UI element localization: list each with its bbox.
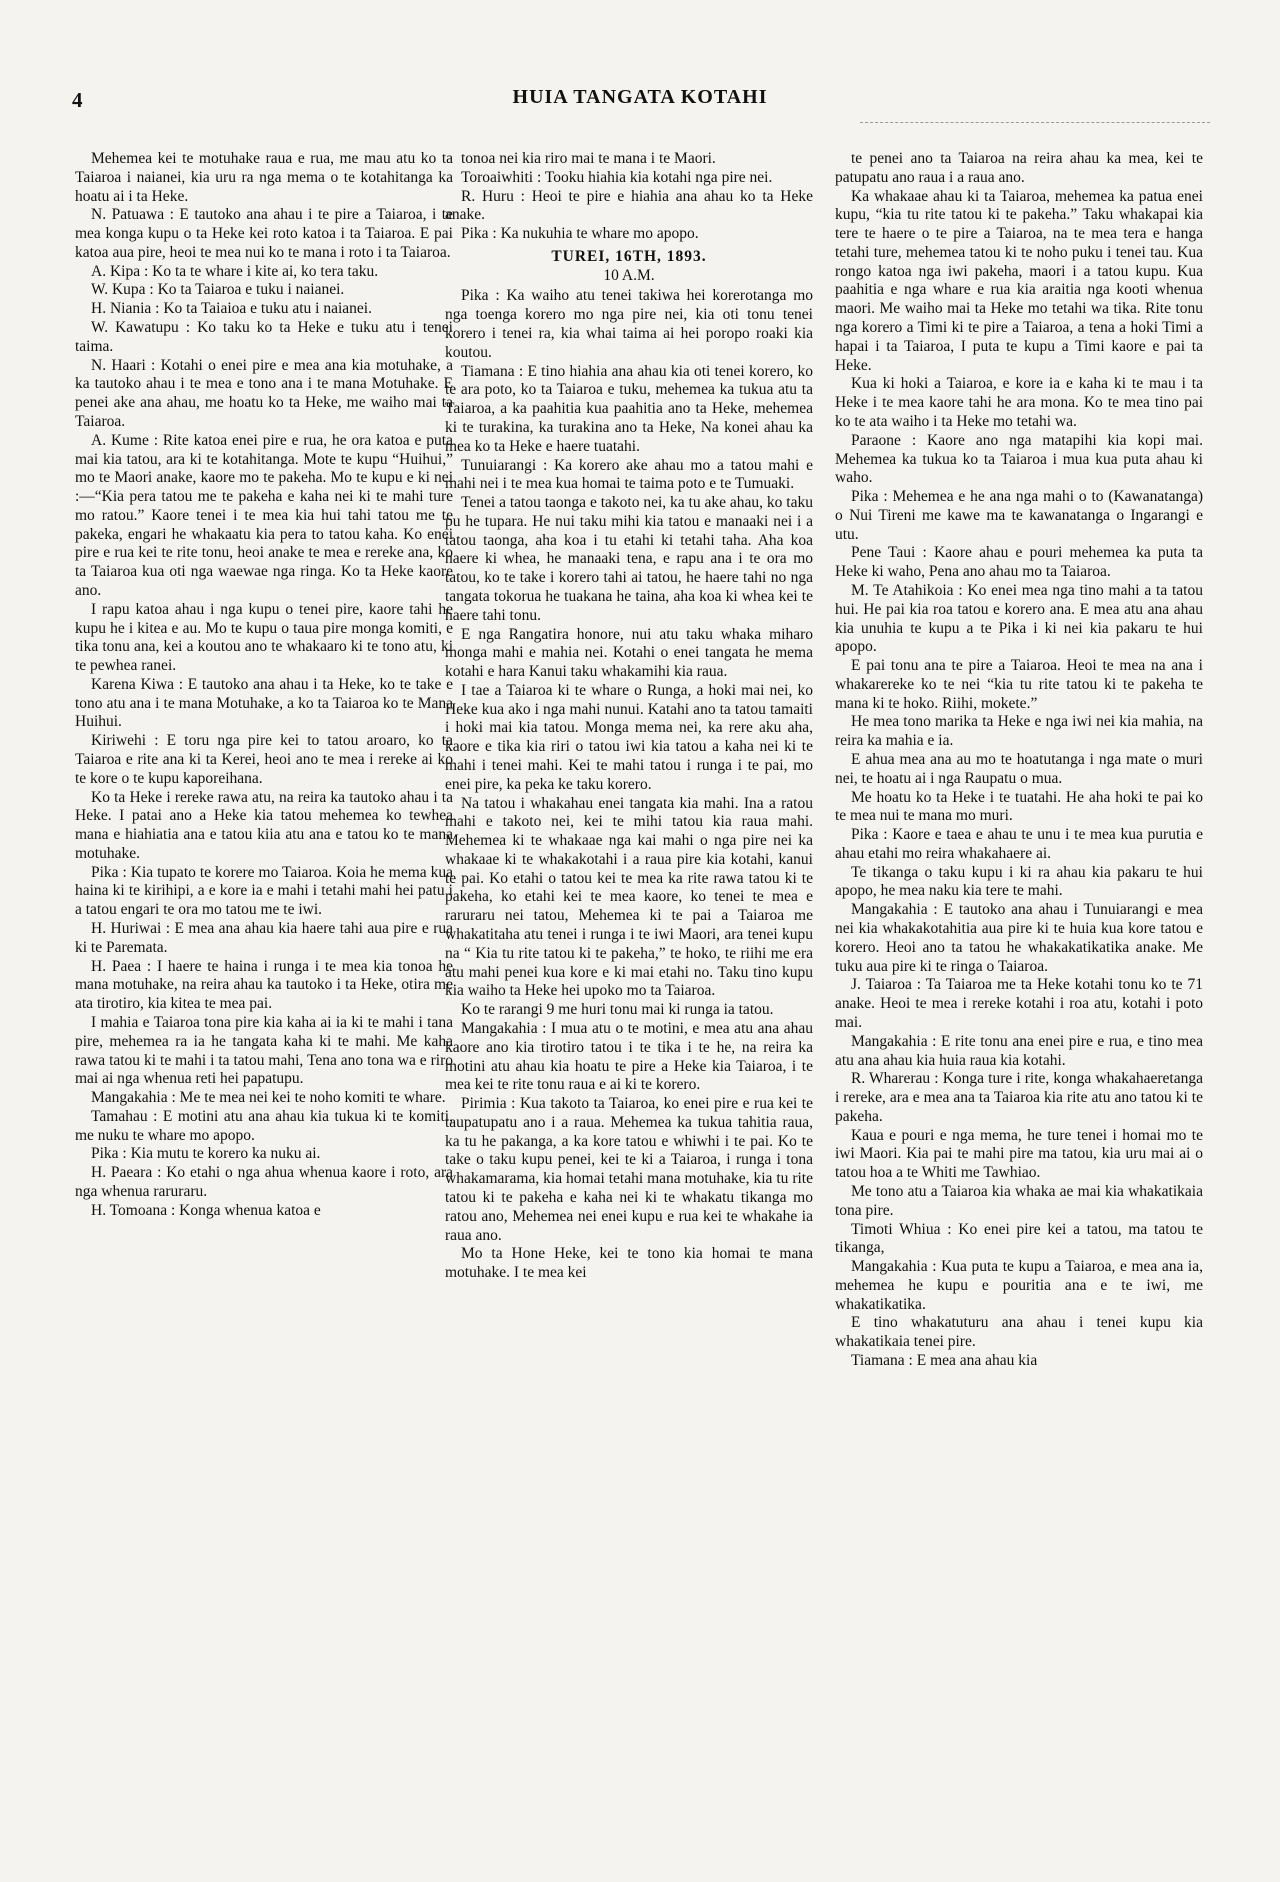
paragraph: H. Huriwai : E mea ana ahau kia haere tahi aua pire e rua ki te Paremata. bbox=[75, 920, 453, 956]
paragraph: Pene Taui : Kaore ahau e pouri mehemea ka puta ta Heke ki waho, Pena ano ahau mo ta Taiaroa. bbox=[835, 544, 1203, 581]
paragraph: R. Huru : Heoi te pire e hiahia ana ahau ko ta Heke anake. bbox=[445, 187, 813, 224]
paragraph: te penei ano ta Taiaroa na reira ahau ka mea, kei te patupatu ano raua i a raua ano. bbox=[835, 150, 1203, 186]
paragraph: Tiamana : E mea ana ahau kia bbox=[851, 1352, 1038, 1369]
column-1 bbox=[75, 150, 453, 1221]
paragraph: Me tono atu a Taiaroa kia whaka ae mai kia whakatikaia tona pire. bbox=[835, 1182, 1203, 1219]
paragraph: E nga Rangatira honore, nui atu taku whaka miharo monga mahi e mahia nei. Kotahi o enei tangata he mema kotahi e hara Kanui taku whakamihi kia raua. bbox=[445, 625, 813, 681]
paragraph: I rapu katoa ahau i nga kupu o tenei pire, kaore tahi he kupu he i kitea e au. Mo te kupu o taua pire monga komiti, e tika tonu ana, kei a koutou ano te whakaaro ki te tono atu, ki te pewhea ranei. bbox=[75, 600, 453, 675]
paragraph: Na tatou i whakahau enei tangata kia mahi. Ina a ratou mahi e takoto nei, kei te mihi tatou kia raua mahi. Mehemea ki te whakaae nga kai mahi o nga pire nei ka whakaae ki te whakakotahi i a raua pire kia kotahi, kanui te pai. Ko etahi o tatou kei te mea ka rite rawa tatou ki te pakeha, ko etahi kei te mea kaore, ko tenei te mea e raruraru nei tatou, Mehemea ki te pai a Taiaroa me whakatitaha atu tenei i runga i te iwi Maori, ara tenei kupu na “ Kia tu rite tatou ki te pakeha,” te hoko, te riihi me era atu mahi penei kua kore e ki mai etahi no. Taku tino kupu kia waiho ta Heke hei upoko mo ta Taiaroa. bbox=[445, 794, 813, 1000]
paragraph: Ko ta Heke i rereke rawa atu, na reira ka tautoko ahau i ta Heke. I patai ano a Heke kia tatou mehemea ko tewhea mana e hiahiatia ana e tatou kiia atu ana e tatou ko te mana motuhake. bbox=[75, 788, 453, 862]
paragraph: Pika : Ka nukuhia te whare mo apopo. bbox=[461, 225, 699, 243]
paragraph: Tunuiarangi : Ka korero ake ahau mo a tatou mahi e mahi nei i te mea kua homai te taima poto e te Tumuaki. bbox=[445, 456, 813, 493]
paragraph: Mo ta Hone Heke, kei te tono kia homai te mana motuhake. I te mea kei bbox=[445, 1245, 813, 1282]
paragraph: Mangakahia : Me te mea nei kei te noho komiti te whare. bbox=[91, 1089, 446, 1107]
paragraph: A. Kipa : Ko ta te whare i kite ai, ko tera taku. bbox=[91, 262, 379, 280]
paragraph: Pika : Ka waiho atu tenei takiwa hei korerotanga mo nga toenga korero mo nga pire nei, kia oti tonu tenei korero i tenei ra, kia whai taima ai hei poropo roaki kia koutou. bbox=[445, 287, 813, 361]
paragraph: Kiriwehi : E toru nga pire kei to tatou aroaro, ko ta Taiaroa e rite ana ki ta Kerei, heoi ano te mea i rereke ai ko te kore o te kupu kaporeihana. bbox=[75, 732, 453, 787]
date-heading: TUREI, 16TH, 1893. bbox=[551, 247, 707, 265]
paragraph: I tae a Taiaroa ki te whare o Runga, a hoki mai nei, ko Heke kua ako i nga mahi nunui. Katahi ano ta tatou tamaiti i hoki mai kia tatou. Monga mema nei, ka rere aku aha, kaore e tika kia riri o tatou iwi kia tatou a kaha nei ki te mahi i tenei mahi. Kei te mahi tatou i runga i te pai, mo enei pire, ka peka ke taku korero. bbox=[445, 681, 813, 793]
column-2 bbox=[445, 150, 813, 1283]
paragraph: Pika : Mehemea e he ana nga mahi o to (Kawanatanga) o Nui Tireni me kawe ma te kawanatanga o Ingarangi e utu. bbox=[835, 488, 1203, 543]
paragraph: Mangakahia : I mua atu o te motini, e mea atu ana ahau kaore ano kia tirotiro tatou i te tika i te he, na reira ka motini atu ahau kia hoatu te pire a Heke kia Taiaroa, i te mea kei te rite tonu raua e ai ki te korero. bbox=[445, 1019, 813, 1094]
paragraph: Kua ki hoki a Taiaroa, e kore ia e kaha ki te mau i ta Heke i te mea kaore tahi he ara mona. Ko te mea tino pai ko te ata waiho i ta Heke mo tetahi wa. bbox=[835, 375, 1203, 430]
paragraph: M. Te Atahikoia : Ko enei mea nga tino mahi a ta tatou hui. He pai kia roa tatou e korero ana. E mea atu ana ahau kia unuhia te kupu a te Pika i ki nei kia pakaru te hui apopo. bbox=[835, 581, 1203, 656]
paragraph: H. Tomoana : Konga whenua katoa e bbox=[91, 1201, 321, 1219]
paragraph: Tenei a tatou taonga e takoto nei, ka tu ake ahau, ko taku pu he tupara. He nui taku mihi kia tatou e manaaki nei i a tatou taonga, aha koa i tu etahi ki tetahi taha. Aha koa haere ki whea, he manaaki tena, e rapu ana i te ora mo tatou, ko te take i korero tahi ai tatou, he haere tahi no nga tangata tokorua he tuakana he taina, aha koa ki whea kei te haere tahi tonu. bbox=[445, 494, 813, 624]
paragraph: W. Kawatupu : Ko taku ko ta Heke e tuku atu i tenei taima. bbox=[75, 319, 453, 355]
paragraph: I mahia e Taiaroa tona pire kia kaha ai ia ki te mahi i tana pire, mehemea ra ia he tangata kaha ki te mahi. Me kaha rawa tatou ki te mahi i ta tatou mahi, Tena ano tona wa e riro mai ai nga whenua reti hei papatupu. bbox=[75, 1013, 453, 1088]
paragraph: Mangakahia : Kua puta te kupu a Taiaroa, e mea ana ia, mehemea he kupu e pouritia ana e te iwi, me whakatikatika. bbox=[835, 1258, 1203, 1313]
paragraph: H. Niania : Ko ta Taiaioa e tuku atu i naianei. bbox=[91, 300, 372, 318]
page-number: 4 bbox=[72, 88, 83, 112]
paragraph: Mangakahia : E tautoko ana ahau i Tunuiarangi e mea nei kia whakakotahitia aua pire ki te huia kua kore tatou e korero. Heoi ano ta tatou he whakakatikatika anake. Me tuku aua pire ki te ringa o Taiaroa. bbox=[835, 901, 1203, 975]
paragraph: W. Kupa : Ko ta Taiaroa e tuku i naianei. bbox=[91, 281, 345, 299]
paragraph: Tamahau : E motini atu ana ahau kia tukua ki te komiti, me nuku te whare mo apopo. bbox=[75, 1107, 453, 1144]
paragraph: Pika : Kaore e taea e ahau te unu i te mea kua purutia e ahau etahi mo reira whakahaere ai. bbox=[835, 826, 1203, 862]
paragraph: Pirimia : Kua takoto ta Taiaroa, ko enei pire e rua kei te taupatupatu ano i a raua. Mehemea ka tukua tahitia raua, ka tu he pakanga, a ka kore tatou e whiwhi i te pai. Ko te take o taku kupu penei, kei te ki a Taiaroa, i runga i tona whakamarama, kia homai tetahi mana motuhake, kia tu rite tatou ki te pakeha e kaha nei ki te whakatu tikanga mo ratou ano, Mehemea nei enei kupu e rua kei te whakahe ia raua ano. bbox=[445, 1095, 813, 1244]
paragraph: A. Kume : Rite katoa enei pire e rua, he ora katoa e puta mai kia tatou, ara ki te kotahitanga. Mote te kupu “Huihui,” mo te Maori anake, kaore mo te pakeha. Mo te kupu e ki nei :—“Kia pera tatou me te pakeha e kaha nei ki te mahi ture mo ratou.” Kaore tenei i te mea kia hui tahi tatou me te pakeka, engari he whakaatu kia pera to tatou kaha. Ko enei pire e rua kei te rite tonu, heoi anake te mea e rereke ana, ko ta Taiaroa kua oti nga waewae nga ringa. Ko ta Heke kaore ano. bbox=[75, 431, 453, 599]
paragraph: Toroaiwhiti : Tooku hiahia kia kotahi nga pire nei. bbox=[461, 168, 773, 186]
paragraph: Pika : Kia tupato te korere mo Taiaroa. Koia he mema kua haina ki te kirihipi, a e kore ia e mahi i tetahi mahi hei patu i a tatou engari te ora mo tatou me te iwi. bbox=[75, 863, 453, 919]
paragraph: H. Paea : I haere te haina i runga i te mea kia tonoa he mana motuhake, na reira ahau ka tautoko i ta Heke, otira me ata tirotiro, kia kitea te mea pai. bbox=[75, 957, 453, 1013]
paragraph: Pika : Kia mutu te korero ka nuku ai. bbox=[91, 1145, 321, 1163]
paragraph: Te tikanga o taku kupu i ki ra ahau kia pakaru te hui apopo, he mea naku kia tere te mahi. bbox=[835, 863, 1203, 900]
paragraph: Karena Kiwa : E tautoko ana ahau i ta Heke, ko te take e tono atu ana i te mana Motuhake, a ko ta Taiaroa ko te Mana Huihui. bbox=[75, 675, 453, 731]
paragraph: N. Haari : Kotahi o enei pire e mea ana kia motuhake, a ka tautoko ahau i te mea e tono ana i te mana Motuhake. E penei ake ana ahau, me hoatu ko ta Heke, me waiho mai ta Taiaroa. bbox=[75, 356, 453, 430]
paragraph: Mangakahia : E rite tonu ana enei pire e rua, e tino mea atu ana ahau kia huia raua kia kotahi. bbox=[835, 1032, 1203, 1069]
paragraph: N. Patuawa : E tautoko ana ahau i te pire a Taiaroa, i te mea konga kupu o ta Heke kei roto katoa i ta Taiaroa. E pai katoa aua pire, heoi te mea nui ko te mana i roto i ta Taiaroa. bbox=[75, 206, 453, 261]
column-3 bbox=[835, 150, 1203, 1371]
paragraph: Me hoatu ko ta Heke i te tuatahi. He aha hoki te pai ko te mea nui te mana mo muri. bbox=[835, 788, 1203, 825]
paragraph: Paraone : Kaore ano nga matapihi kia kopi mai. Mehemea ka tukua ko ta Taiaroa i mua kua puta ahau ki waho. bbox=[835, 431, 1203, 487]
paragraph: Tiamana : E tino hiahia ana ahau kia oti tenei korero, ko te ara poto, ko ta Taiaroa e tuku, mehemea ka tukua atu ta Taiaroa, a ka paahitia kua paahitia ano ta Heke, mehemea ki te turakina, ka turakina ano ta Heke, Na konei ahau ka mea ko ta Heke e haere tuatahi. bbox=[445, 362, 813, 455]
paragraph: J. Taiaroa : Ta Taiaroa me ta Heke kotahi tonu ko te 71 anake. Heoi te mea i rereke kotahi i roa atu, kotahi i poto mai. bbox=[835, 976, 1203, 1031]
paragraph: E ahua mea ana au mo te hoatutanga i nga mate o muri nei, te hoatu ai i nga Raupatu o mua. bbox=[835, 751, 1203, 787]
paragraph: Kaua e pouri e nga mema, he ture tenei i homai mo te iwi Maori. Kia pai te mahi pire ma tatou, kia uru mai ai o tatou hoa a te Whiti me Tawhiao. bbox=[835, 1126, 1203, 1182]
paragraph: Mehemea kei te motuhake raua e rua, me mau atu ko ta Taiaroa i naianei, kia uru ra nga mema o te kotahitanga ka hoatu ai i ta Heke. bbox=[75, 150, 453, 205]
time-heading: 10 A.M. bbox=[603, 266, 655, 284]
paragraph: Ka whakaae ahau ki ta Taiaroa, mehemea ka patua enei kupu, “kia tu rite tatou ki te pakeha.” Taku whakapai kia tere te haere o te pire a Taiaroa, na te mea tera e hanga tetahi ture, mehemea tatou ki te noho puku i tenei tau. Kua rongo katoa nga iwi pakeha, maori i a tatou kupu. Kua paahitia e nga whare e rua kia araitia nga kooti whenua maori. Me waiho mai ta Heke mo tetahi wa tika. Rite tonu nga korero a Timi ki te pire a Taiaroa, a tena a hoki Timi a hapai i ta Taiaroa, I puta te kupu a Timi kaore e pai ta Heke. bbox=[835, 187, 1203, 374]
paragraph: Timoti Whiua : Ko enei pire kei a tatou, ma tatou te tikanga, bbox=[835, 1220, 1203, 1257]
paragraph: tonoa nei kia riro mai te mana i te Maori. bbox=[461, 150, 716, 167]
paragraph: He mea tono marika ta Heke e nga iwi nei kia mahia, na reira ka mahia e ia. bbox=[835, 713, 1203, 750]
paragraph: Ko te rarangi 9 me huri tonu mai ki runga ia tatou. bbox=[461, 1001, 774, 1019]
paragraph: E tino whakatuturu ana ahau i tenei kupu kia whakatikaia tenei pire. bbox=[835, 1314, 1203, 1351]
paragraph: E pai tonu ana te pire a Taiaroa. Heoi te mea na ana i whakarereke ko te nei “kia tu rite tatou ki te pakeha te mana ki te hoko. Riihi, mokete.” bbox=[835, 657, 1203, 712]
header-rule bbox=[860, 122, 1210, 123]
paragraph: R. Wharerau : Konga ture i rite, konga whakahaeretanga i rereke, ara e mea ana ta Taiaroa kia rite atu ano tatou ki te pakeha. bbox=[835, 1070, 1203, 1125]
masthead: HUIA TANGATA KOTAHI bbox=[512, 86, 768, 108]
paragraph: H. Paeara : Ko etahi o nga ahua whenua kaore i roto, ara nga whenua raruraru. bbox=[75, 1164, 453, 1200]
